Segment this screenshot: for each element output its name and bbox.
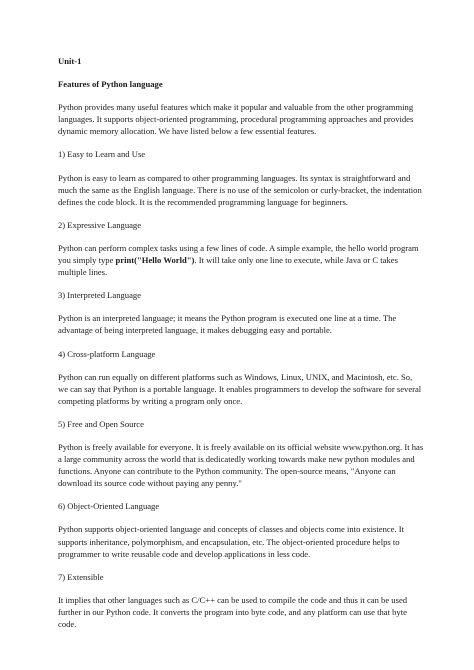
section-body-interpreted: Python is an interpreted language; it means the Python program is executed one line at a time. The advantage of being interpreted language, it makes debugging easy and portable.: [58, 313, 397, 336]
section-body-expressive-post: . It will take only one line to execute, while Java or C takes multiple lines.: [58, 255, 398, 278]
document-title: Features of Python language: [58, 79, 163, 90]
section-heading-easy-to-learn: 1) Easy to Learn and Use: [58, 149, 146, 160]
section-body-easy-to-learn: Python is easy to learn as compared to other programming languages. Its syntax is straightforward and much the same as the English language. There is no use of the semicolon or curly-bracket, the indentation defines the code block. It is the recommended programming language for beginners.: [58, 172, 422, 207]
document-page: [58, 55, 424, 641]
section-body-cross-platform: Python can run equally on different platforms such as Windows, Linux, UNIX, and Macintosh, etc. So, we can say that Python is a portable language. It enables programmers to develop the software for several competing platforms by writing a program only once.: [58, 371, 422, 406]
section-body-expressive-pre: Python can perform complex tasks using a few lines of code. A simple example, the hello world program you simply type: [58, 242, 419, 266]
section-heading-extensible: 7) Extensible: [58, 571, 104, 582]
section-heading-expressive: 2) Expressive Language: [58, 219, 142, 230]
section-heading-free-open-source: 5) Free and Open Source: [58, 418, 144, 429]
section-heading-interpreted: 3) Interpreted Language: [58, 290, 142, 301]
unit-title: Unit-1: [58, 56, 82, 66]
section-body-extensible: It implies that other languages such as C/C++ can be used to compile the code and thus it can be used further in our Python code. It converts the program into byte code, and any platform can use that byte code.: [58, 594, 408, 629]
code-snippet-hello-world: print("Hello World"): [115, 255, 195, 266]
section-heading-object-oriented: 6) Object-Oriented Language: [58, 501, 160, 512]
section-heading-cross-platform: 4) Cross-platform Language: [58, 348, 156, 359]
section-body-free-open-source: Python is freely available for everyone. It is freely available on its official website www.python.org. It has a large community across the world that is dedicatedly working towards make new python modules and functions. Anyone can contribute to the Python community. The open-source means, "Anyone can download its source code without paying any penny.": [58, 441, 424, 489]
intro-paragraph: Python provides many useful features which make it popular and valuable from the other programming languages. It supports object-oriented programming, procedural programming approaches and provides dynamic memory allocation. We have listed below a few essential features.: [58, 102, 414, 137]
section-body-expressive: [58, 242, 424, 278]
section-body-object-oriented: Python supports object-oriented language and concepts of classes and objects come into existence. It supports inheritance, polymorphism, and encapsulation, etc. The object-oriented procedure helps to programmer to write reusable code and develop applications in less code.: [58, 524, 405, 559]
